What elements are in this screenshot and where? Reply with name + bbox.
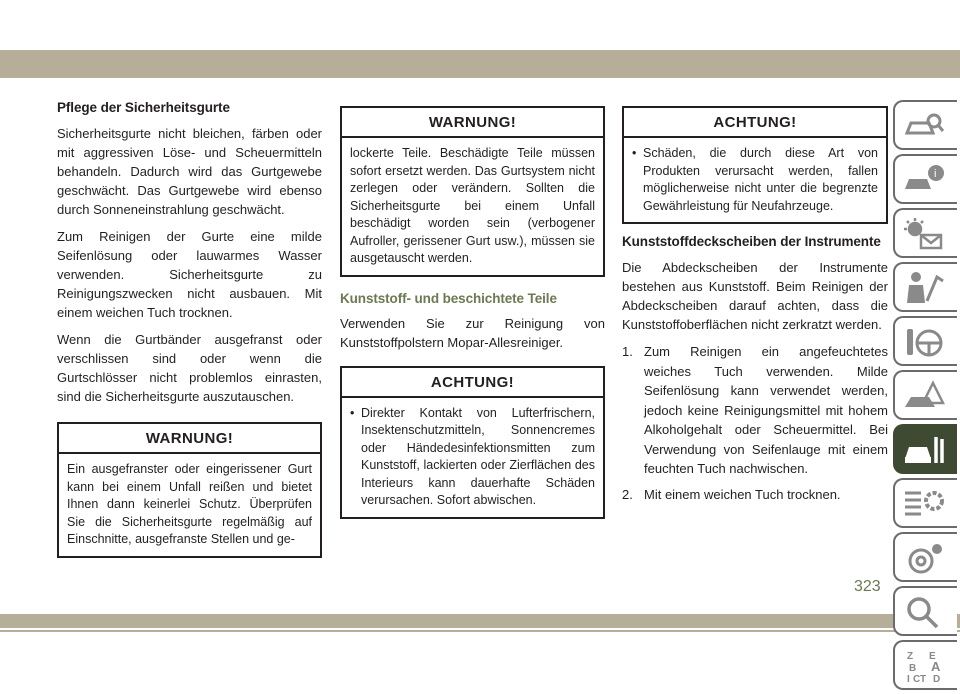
caution-item: • Schäden, die durch diese Art von Produkten verursacht werden, fallen möglicherweise nicht unter die begrenzte Gewährleistung für Neufahrzeuge. <box>632 145 878 215</box>
tab-index-search[interactable] <box>893 586 957 636</box>
roadside-emergency-icon <box>903 379 945 413</box>
tab-warning-lights[interactable] <box>893 208 957 258</box>
letter: A <box>931 659 941 674</box>
paragraph: Sicherheitsgurte nicht bleichen, färben oder mit aggressiven Löse- und Scheuermitteln behandeln. Dadurch wird das Gurtgewebe geschwächt. Das Gurtgewebe wird ebenso durch Sonneneinstrahlung geschwächt. <box>57 126 322 217</box>
column-2 <box>340 106 605 529</box>
tab-car-search[interactable] <box>893 100 957 150</box>
car-search-icon <box>903 109 945 143</box>
letter: D <box>933 674 941 683</box>
letter: C <box>913 674 921 683</box>
section-heading-seatbelt-care: Pflege der Sicherheitsgurte <box>57 100 230 115</box>
letter: E <box>929 651 936 662</box>
tab-car-info[interactable] <box>893 154 957 204</box>
top-band <box>0 0 960 52</box>
tab-safety[interactable] <box>893 262 957 312</box>
caution-item: • Direkter Kontakt von Lufterfrischern, Insektenschutzmitteln, Sonnencremes oder Händedesinfektionsmitten zum Kunststoff, lackierten oder Zierflächen des Interieurs kann dauerhafte Schäden verursachen. Sofort abwischen. <box>350 405 595 510</box>
chapter-tabs <box>893 100 960 694</box>
section-heading-plastic-parts: Kunststoff- und beschichtete Teile <box>340 290 557 306</box>
column-1 <box>57 100 322 568</box>
column-3 <box>622 106 888 510</box>
list-item: 1. Zum Reinigen ein angefeuchtetes weiches Tuch verwenden. Milde Seifenlösung kann verwendet werden, jedoch keine Reinigungsmittel mit hohem Alkoholgehalt oder Scheuermittel. Bei Verwendung von Seifenlauge mit einem feuchten Tuch nachwischen. <box>622 344 888 476</box>
index-magnifier-icon <box>903 595 945 629</box>
tab-specifications[interactable] <box>893 478 957 528</box>
bottom-band <box>0 614 960 628</box>
bottom-rule <box>0 630 960 632</box>
warning-title: WARNUNG! <box>342 108 603 138</box>
letter: T <box>920 674 927 683</box>
letter: Z <box>907 651 914 662</box>
paragraph: Verwenden Sie zur Reinigung von Kunststoffpolstern Mopar-Allesreiniger. <box>340 315 605 350</box>
warning-light-message-icon <box>903 217 945 251</box>
steering-wheel-key-icon <box>903 325 945 359</box>
tab-multimedia[interactable] <box>893 532 957 582</box>
seatbelt-airbag-icon <box>903 271 945 305</box>
tab-alphabetical-index[interactable] <box>893 640 957 690</box>
warning-title: WARNUNG! <box>59 424 320 454</box>
caution-title: ACHTUNG! <box>342 368 603 398</box>
paragraph: Die Abdeckscheiben der Instrumente bestehen aus Kunststoff. Beim Reinigen der Abdeckscheiben darauf achten, dass die Kunststoffoberflächen nicht zerkratzt werden. <box>622 260 888 332</box>
warning-text: lockerte Teile. Beschädigte Teile müssen sofort ersetzt werden. Das Gurtsystem nicht zerlegen oder verändern. Sollten die Sicherheitsgurte bei einem Unfall beschädigt worden sein (verbogener Aufroller, gerissener Gurt usw.), müssen sie ausgetauscht werden. <box>350 146 595 265</box>
multimedia-icon <box>903 541 945 575</box>
car-wrench-service-icon <box>903 433 945 467</box>
paragraph: Zum Reinigen der Gurte eine milde Seifenlösung oder lauwarmes Wasser verwenden. Sicherheitsgurte zu Reinigungszwecken nicht ausbauen. Mit einem weichen Tuch trocknen. <box>57 229 322 320</box>
caution-box <box>622 106 888 224</box>
caution-title: ACHTUNG! <box>624 108 886 138</box>
svg-text:i: i <box>934 168 937 180</box>
letter: B <box>909 663 917 674</box>
tab-starting-operating[interactable] <box>893 316 957 366</box>
paragraph: Wenn die Gurtbänder ausgefranst oder verschlissen sind oder wenn die Gurtschlösser nicht problemlos einrasten, sind die Sicherheitsgurte auszutauschen. <box>57 332 322 404</box>
tab-emergency[interactable] <box>893 370 957 420</box>
caution-box <box>340 366 605 519</box>
specifications-gear-icon <box>903 487 945 521</box>
warning-box <box>57 422 322 558</box>
section-heading-instrument-covers: Kunststoffdeckscheiben der Instrumente <box>622 234 881 249</box>
warning-text: Ein ausgefranster oder eingerissener Gurt kann bei einem Unfall reißen und bietet Ihnen dann keinerlei Schutz. Überprüfen Sie die Sicherheitsgurte regelmäßig auf Einschnitte, ausgefranste Stellen und ge- <box>67 462 312 546</box>
car-info-icon <box>903 163 945 197</box>
steps-list <box>622 342 888 504</box>
warning-box-continued <box>340 106 605 277</box>
letter: I <box>907 674 910 683</box>
tab-service-maintenance[interactable] <box>893 424 957 474</box>
page-number: 323 <box>854 578 881 595</box>
list-item: 2. Mit einem weichen Tuch trocknen. <box>622 486 841 502</box>
